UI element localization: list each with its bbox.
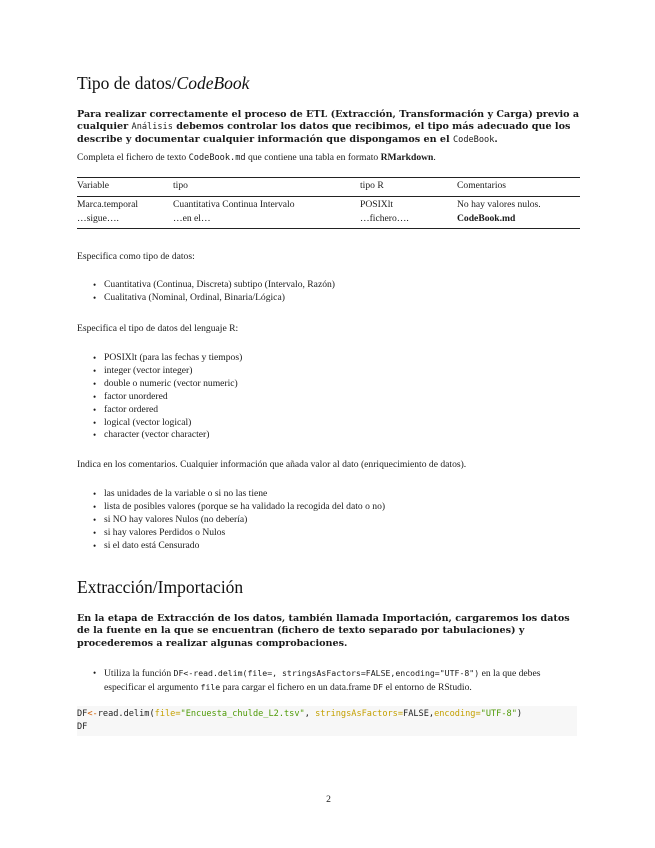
comments-list	[77, 488, 385, 553]
column-header-comentarios: Comentarios	[457, 178, 580, 197]
list-item: • double o numeric (vector numeric)	[77, 378, 242, 391]
list-item: • Cualitativa (Nominal, Ordinal, Binaria/Lógica)	[77, 292, 335, 305]
column-header-tipo: tipo	[173, 178, 360, 197]
list-item: • Cuantitativa (Continua, Discreta) subtipo (Intervalo, Razón)	[77, 279, 335, 292]
comments-intro: Indica en los comentarios. Cualquier información que añada valor al dato (enriquecimiento de datos).	[77, 459, 467, 470]
list-item: • si hay valores Perdidos o Nulos	[77, 527, 385, 540]
list-item: • lista de posibles valores (porque se ha validado la recogida del dato o no)	[77, 501, 385, 514]
table-cell: …en el…	[173, 211, 360, 228]
list-item: • POSIXlt (para las fechas y tiempos)	[77, 352, 242, 365]
extraction-intro-paragraph: En la etapa de Extracción de los datos, también llamada Importación, cargaremos los datos de la fuente en la que se encuentran (fichero de texto separado por tabulaciones) y procederemos a realizar algunas comprobaciones.	[77, 613, 570, 649]
section-title-extraccion: Extracción/Importación	[77, 577, 244, 597]
table-cell: Marca.temporal	[77, 198, 138, 210]
page-number: 2	[326, 794, 331, 805]
list-item: • logical (vector logical)	[77, 417, 242, 430]
list-item: • Utiliza la función DF<-read.delim(file=, stringsAsFactors=FALSE,encoding="UTF-8") en la que debes especificar el argumento file para cargar el fichero en un data.frame DF el entorno de RStudio.	[77, 667, 580, 694]
extraction-instructions-list	[77, 667, 580, 694]
list-item: • integer (vector integer)	[77, 365, 242, 378]
data-types-intro: Especifica como tipo de datos:	[77, 251, 195, 262]
codebook-instruction: Completa el fichero de texto CodeBook.md que contiene una tabla en formato RMarkdown.	[77, 152, 436, 163]
table-cell: Cuantitativa Continua Intervalo	[173, 198, 295, 210]
list-item: • las unidades de la variable o si no las tiene	[77, 488, 385, 501]
table-header-row	[77, 178, 580, 197]
list-item: • factor unordered	[77, 391, 242, 404]
r-types-list	[77, 352, 242, 442]
list-item: • factor ordered	[77, 404, 242, 417]
r-types-intro: Especifica el tipo de datos del lenguaje R:	[77, 323, 239, 334]
list-item: • si NO hay valores Nulos (no debería)	[77, 514, 385, 527]
r-code-block	[77, 706, 577, 736]
data-types-list	[77, 279, 335, 305]
etl-intro-paragraph: Para realizar correctamente el proceso de ETL (Extracción, Transformación y Carga) previo a cualquier Análisis debemos controlar los datos que recibimos, el tipo más adecuado que los describe y documentar cualquier información que dispongamos en el CodeBook.	[77, 109, 580, 145]
list-item: • character (vector character)	[77, 429, 242, 442]
table-cell: CodeBook.md	[457, 211, 580, 228]
column-header-tipo-r: tipo R	[360, 178, 457, 197]
codebook-table	[77, 177, 580, 229]
code-line: DF	[77, 722, 88, 732]
code-line: DF<-read.delim(file="Encuesta_chulde_L2.tsv", stringsAsFactors=FALSE,encoding="UTF-8")	[77, 709, 523, 719]
table-cell: POSIXlt	[360, 198, 394, 210]
list-item: • si el dato está Censurado	[77, 540, 385, 553]
table-cell: No hay valores nulos.	[457, 198, 541, 210]
section-title-tipo-de-datos: Tipo de datos/CodeBook	[77, 73, 250, 93]
table-row	[77, 196, 580, 211]
table-cell: …sigue….	[77, 211, 173, 228]
table-cell: …fichero….	[360, 211, 457, 228]
table-row	[77, 211, 580, 228]
column-header-variable: Variable	[77, 178, 173, 197]
